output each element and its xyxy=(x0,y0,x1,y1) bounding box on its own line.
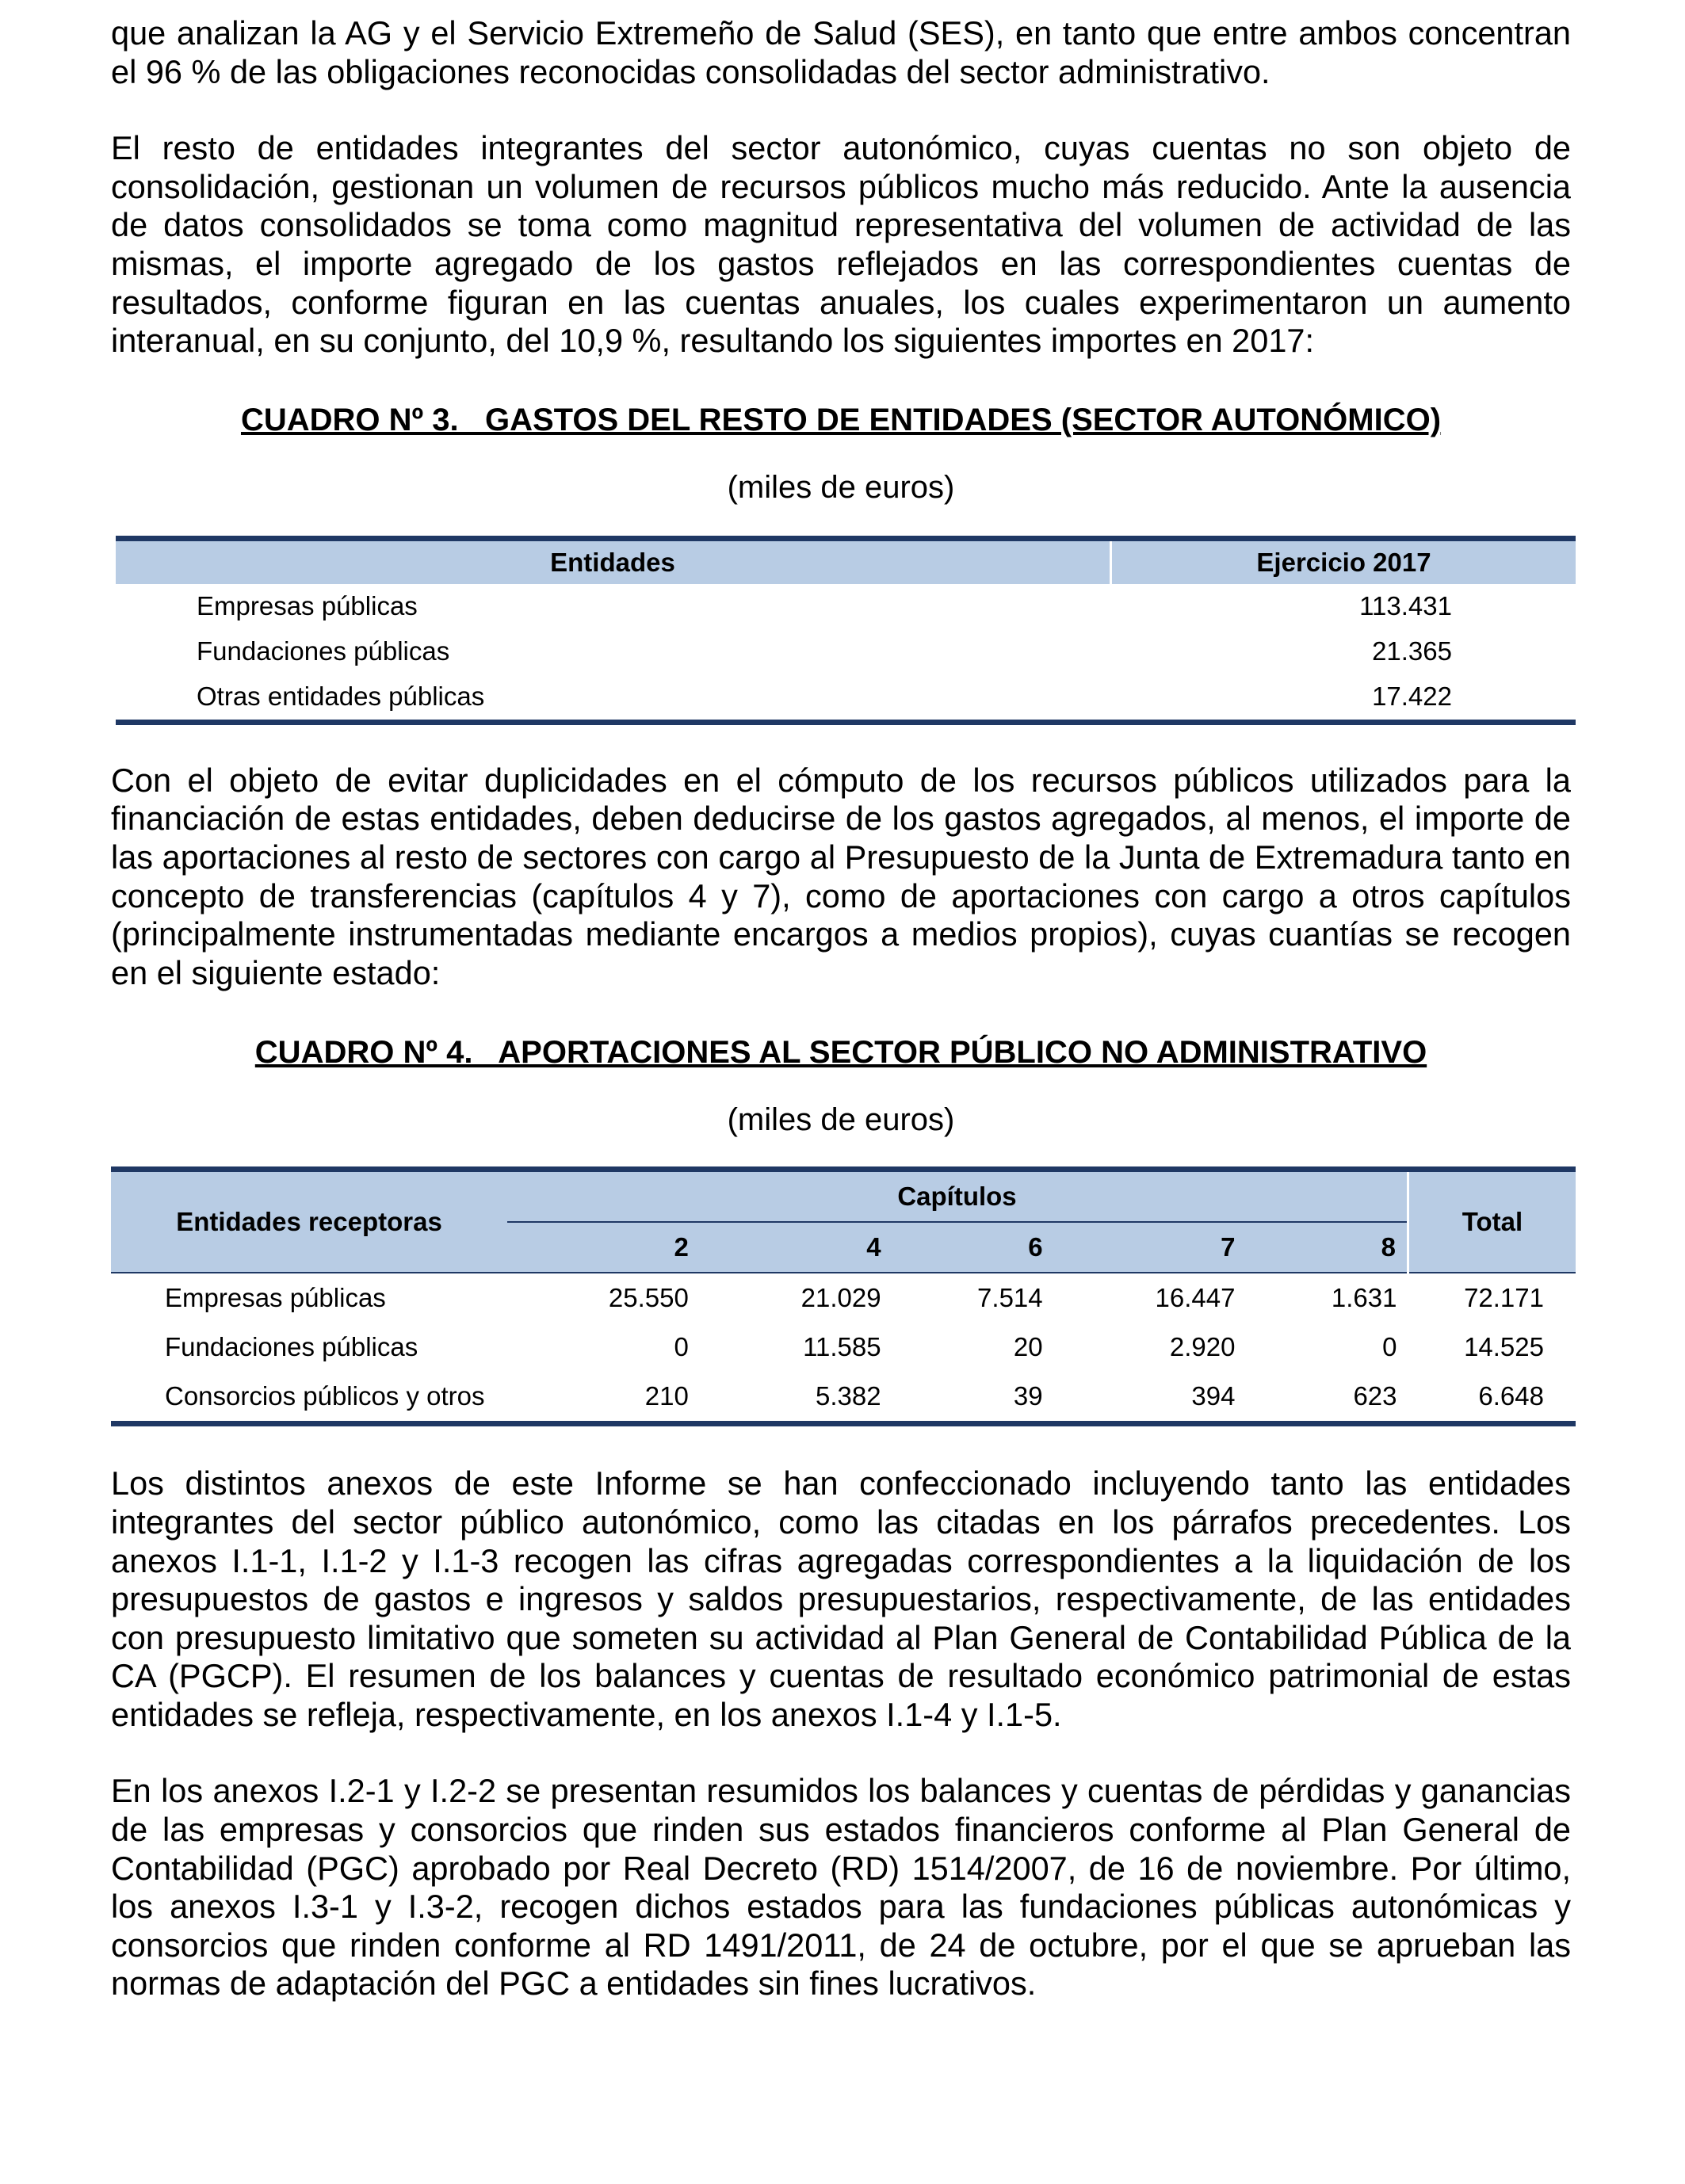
table-row xyxy=(116,629,1576,674)
table-units-cuadro-3: (miles de euros) xyxy=(727,469,955,505)
cell-value: 11.585 xyxy=(803,1332,881,1362)
table-units-cuadro-4: (miles de euros) xyxy=(727,1102,955,1138)
table-row xyxy=(111,1372,1576,1424)
paragraph: En los anexos I.2-1 y I.2-2 se presentan resumidos los balances y cuentas de pérdidas y ganancias de las empresas y consorcios que rinden sus estados financieros conforme al Plan General de Contabilidad (PGC) aprobado por Real Decreto (RD) 1514/2007, de 16 de noviembre. Por último, los anexos I.3-1 y I.3-2, recogen dichos estados para las fundaciones públicas autonómicas y consorcios que rinden conforme al RD 1491/2011, de 24 de octubre, por el que se aprueban las normas de adaptación del PGC a entidades sin fines lucrativos. xyxy=(111,1772,1571,2003)
column-header-capitulos: Capítulos xyxy=(507,1170,1408,1223)
cell-value: 623 xyxy=(1246,1372,1408,1424)
table-caption-cuadro-3: CUADRO Nº 3. GASTOS DEL RESTO DE ENTIDADES (SECTOR AUTONÓMICO) xyxy=(240,402,1442,437)
cell-value: 7.514 xyxy=(892,1273,1054,1323)
row-label: Otras entidades públicas xyxy=(116,674,1111,723)
cell-total: 72.171 xyxy=(1408,1273,1576,1323)
cell-value: 394 xyxy=(1054,1372,1247,1424)
table-caption-cuadro-4: CUADRO Nº 4. APORTACIONES AL SECTOR PÚBLICO NO ADMINISTRATIVO xyxy=(254,1035,1427,1071)
column-header-capitulo: 6 xyxy=(892,1222,1054,1273)
cell-value: 39 xyxy=(892,1372,1054,1424)
paragraph: El resto de entidades integrantes del sector autonómico, cuyas cuentas no son objeto de consolidación, gestionan un volumen de recursos públicos mucho más reducido. Ante la ausencia de datos consolidados se toma como magnitud representativa del volumen de actividad de las mismas, el importe agregado de los gastos reflejados en las correspondientes cuentas de resultados, conforme figuran en las cuentas anuales, los cuales experimentaron un aumento interanual, en su conjunto, del 10,9 %, resultando los siguientes importes en 2017: xyxy=(111,129,1571,360)
table-row xyxy=(111,1273,1576,1323)
cell-value: 0 xyxy=(674,1332,689,1362)
row-label: Fundaciones públicas xyxy=(165,1332,418,1362)
cell-value: 113.431 xyxy=(1359,591,1452,621)
document-page xyxy=(111,14,1571,2003)
cell-value: 5.382 xyxy=(700,1372,892,1424)
cell-value: 210 xyxy=(507,1372,700,1424)
row-label: Empresas públicas xyxy=(111,1273,507,1323)
column-header-entidades: Entidades receptoras xyxy=(111,1170,507,1273)
paragraph: que analizan la AG y el Servicio Extremeño de Salud (SES), en tanto que entre ambos concentran el 96 % de las obligaciones reconocidas consolidadas del sector administrativo. xyxy=(111,14,1571,90)
table-row xyxy=(116,674,1576,723)
column-header-capitulo: 8 xyxy=(1246,1222,1408,1273)
paragraph: Con el objeto de evitar duplicidades en el cómputo de los recursos públicos utilizados para la financiación de estas entidades, deben deducirse de los gastos agregados, al menos, el importe de las aportaciones al resto de sectores con cargo al Presupuesto de la Junta de Extremadura tanto en concepto de transferencias (capítulos 4 y 7), como de aportaciones con cargo a otros capítulos (principalmente instrumentadas mediante encargos a medios propios), cuyas cuantías se recogen en el siguiente estado: xyxy=(111,761,1571,991)
cell-total: 14.525 xyxy=(1464,1332,1544,1362)
table-row xyxy=(111,1323,1576,1372)
cell-value: 1.631 xyxy=(1246,1273,1408,1323)
cell-value: 21.029 xyxy=(700,1273,892,1323)
column-header: Entidades xyxy=(116,538,1111,584)
column-header-capitulo: 7 xyxy=(1054,1222,1247,1273)
cell-value: 20 xyxy=(1013,1332,1043,1362)
cell-value: 16.447 xyxy=(1054,1273,1247,1323)
cell-value: 21.365 xyxy=(1372,636,1452,666)
table-row xyxy=(116,584,1576,629)
row-label: Consorcios públicos y otros xyxy=(111,1372,507,1424)
cell-value: 0 xyxy=(1382,1332,1397,1362)
paragraph: Los distintos anexos de este Informe se han confeccionado incluyendo tanto las entidades integrantes del sector público autonómico, como las citadas en los párrafos precedentes. Los anexos I.1-1, I.1-2 y I.1-3 recogen las cifras agregadas correspondientes a la liquidación de los presupuestos de gastos e ingresos y saldos presupuestarios, respectivamente, de las entidades con presupuesto limitativo que someten su actividad al Plan General de Contabilidad Pública de la CA (PGCP). El resumen de los balances y cuentas de resultado económico patrimonial de estas entidades se refleja, respectivamente, en los anexos I.1-4 y I.1-5. xyxy=(111,1464,1571,1733)
column-header-total: Total xyxy=(1408,1170,1576,1273)
cell-value: 2.920 xyxy=(1169,1332,1236,1362)
row-label: Fundaciones públicas xyxy=(197,636,450,666)
cell-value: 17.422 xyxy=(1111,674,1576,723)
cell-total: 6.648 xyxy=(1408,1372,1576,1424)
table-cuadro-3 xyxy=(116,536,1576,725)
column-header: Ejercicio 2017 xyxy=(1111,538,1576,584)
cell-value: 25.550 xyxy=(507,1273,700,1323)
row-label: Empresas públicas xyxy=(197,591,418,621)
column-header-capitulo: 2 xyxy=(507,1222,700,1273)
table-cuadro-4 xyxy=(111,1166,1576,1426)
column-header-capitulo: 4 xyxy=(700,1222,892,1273)
